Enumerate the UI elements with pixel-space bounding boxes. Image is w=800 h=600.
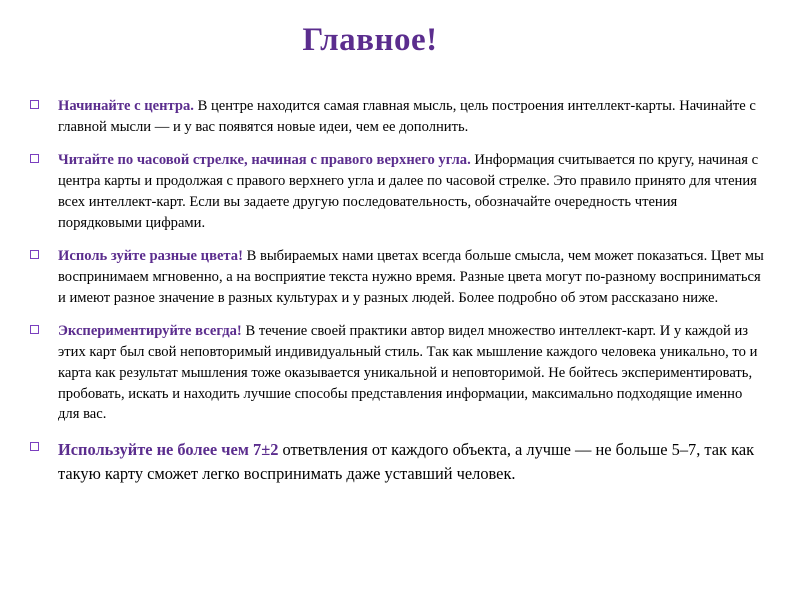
list-item [26, 150, 764, 233]
list-item [26, 438, 764, 486]
list-item-lead: Используйте не более чем 7±2 [58, 440, 279, 460]
list-item-text: Информация считывается по кругу, начиная с центра карты и продолжая с правого верхнего угла и далее по часовой стрелке. Это правило принято для чтения всех интеллект-карт. Если вы задаете другую последовательность, обозначайте очередность чтения порядковыми цифрами. [58, 152, 759, 231]
square-bullet-icon [30, 442, 39, 451]
list-item-text: ответвления от каждого объекта, а лучше — не больше 5–7, так как такую карту сможет легко воспринимать даже уставший человек. [58, 440, 755, 483]
square-bullet-icon [30, 325, 39, 334]
list-item-lead: Исполь зуйте разные цвета! [58, 248, 243, 265]
list-item [26, 96, 764, 137]
page-title: Главное! [302, 22, 438, 58]
square-bullet-icon [30, 250, 39, 259]
list-item-text: В центре находится самая главная мысль, цель построения интеллект-карты. Начинайте с главной мысли — и у вас появятся новые идеи, чем ее дополнить. [58, 98, 756, 135]
list-item-lead: Начинайте с центра. [58, 98, 194, 114]
list-item [26, 321, 764, 425]
list-item-lead: Читайте по часовой стрелке, начиная с правого верхнего угла. [58, 152, 471, 169]
list-item-lead: Экспериментируйте всегда! [58, 323, 242, 340]
list-item-text: В выбираемых нами цветах всегда больше смысла, чем может показаться. Цвет мы воспринимаем мгновенно, а на восприятие текста нужно время. Разные цвета могут по-разному восприниматься и имеют разное значение в разных культурах и у разных людей. Более подробно об этом рассказано ниже. [58, 248, 764, 306]
square-bullet-icon [30, 100, 39, 109]
bullet-list [26, 96, 764, 486]
list-item [26, 246, 764, 308]
square-bullet-icon [30, 154, 39, 163]
list-item-text: В течение своей практики автор видел множество интеллект-карт. И у каждой из этих карт был свой неповторимый индивидуальный стиль. Так как мышление каждого человека уникально, то и карта как результат мышления тоже оказывается уникальной и неповторимой. Не бойтесь экспериментировать, пробовать, искать и находить лучшие способы представления информации, максимально подходящие именно для вас. [58, 323, 758, 423]
